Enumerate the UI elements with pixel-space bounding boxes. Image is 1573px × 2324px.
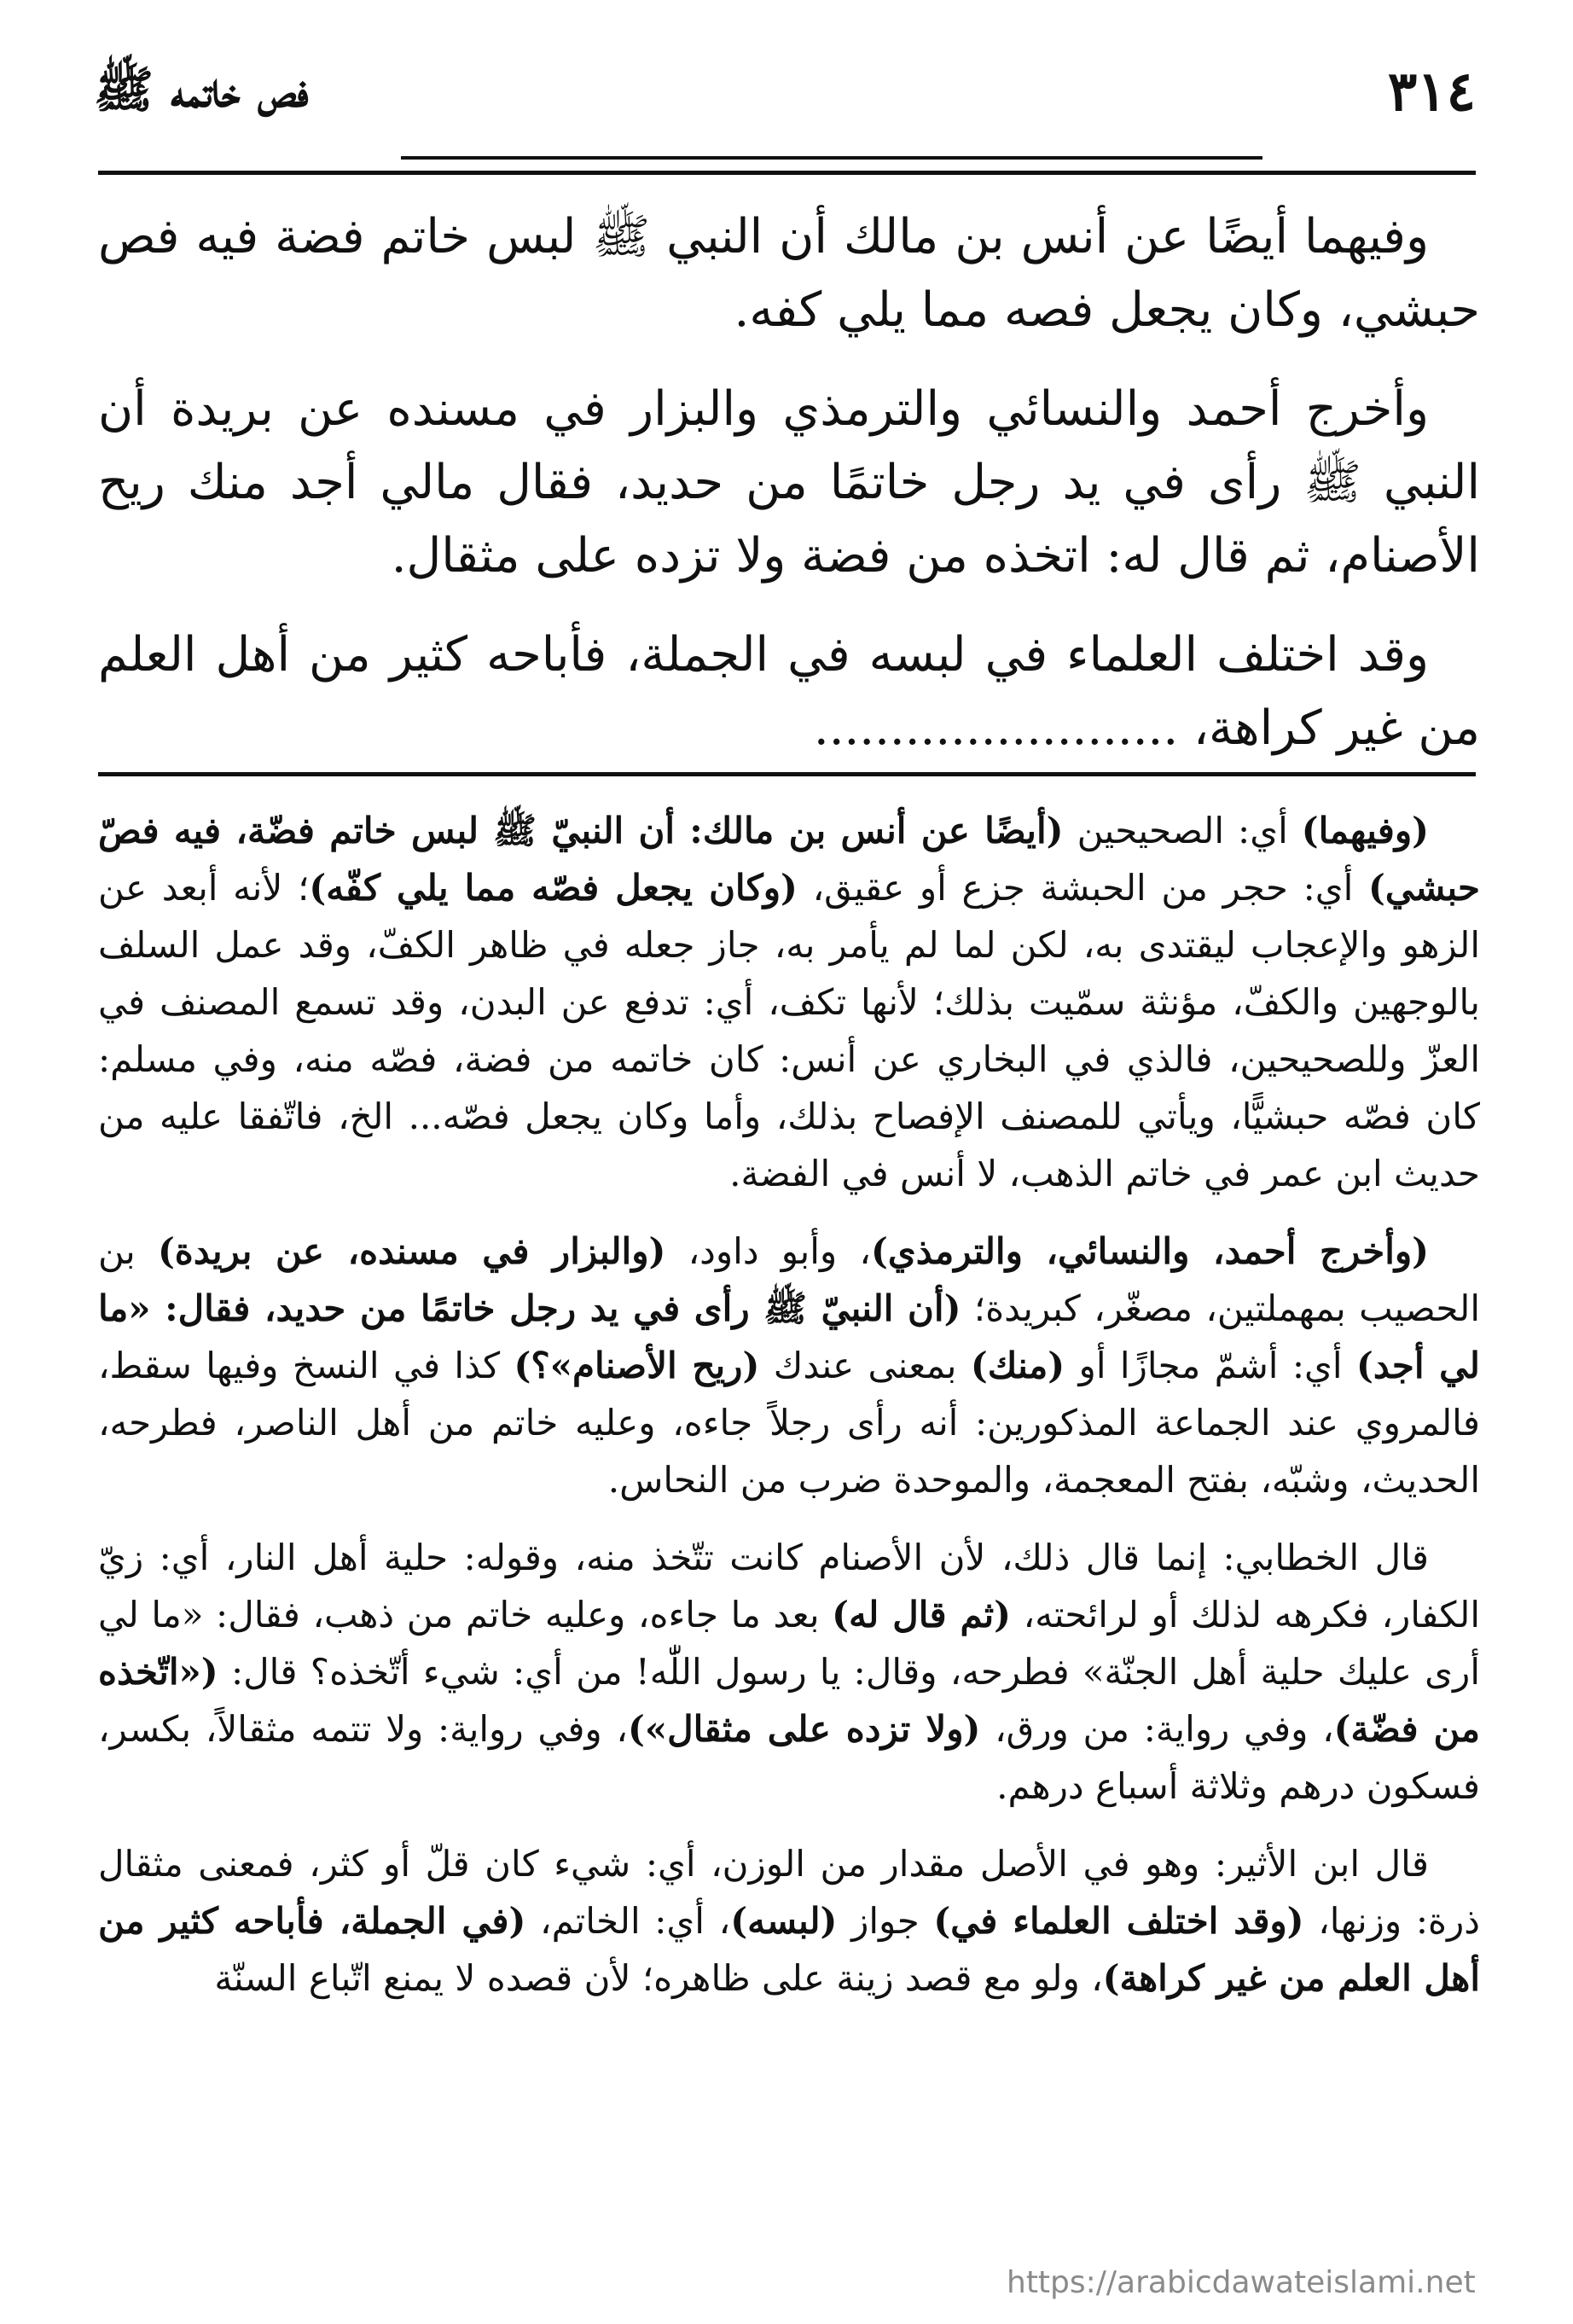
quoted-text-segment: (أن النبيّ ﷺ رأى في يد رجل خاتمًا من حديد، فقال: «ما لي أجد) xyxy=(98,1287,1480,1386)
quoted-text-segment: («اتّخذه من فضّة) xyxy=(98,1651,1480,1750)
header-rule xyxy=(98,171,1476,175)
main-paragraph-1: وفيهما أيضًا عن أنس بن مالك أن النبي ﷺ لبس خاتم فضة فيه فص حبشي، وكان يجعل فصه مما يلي كفه. xyxy=(98,209,1480,338)
quoted-text-segment: (والبزار في مسنده، عن بريدة) xyxy=(157,1230,666,1272)
commentary-text-segment: بن الحصيب بمهملتين، مصغّر، كبريدة؛ xyxy=(98,1230,1480,1329)
commentary-text-segment: ، ولو مع قصد زينة على ظاهره؛ لأن قصده لا يمنع اتّباع السنّة xyxy=(214,1957,1103,1999)
main-paragraph-2: وأخرج أحمد والنسائي والترمذي والبزار في مسنده عن بريدة أن النبي ﷺ رأى في يد رجل خاتمًا من حديد، فقال مالي أجد منك ريح الأصنام، ثم قال له: اتخذه من فضة ولا تزده على مثقال. xyxy=(98,381,1480,584)
text-commentary-divider xyxy=(98,772,1476,776)
continuation-dots: ........................ xyxy=(813,700,1179,756)
header-rule-short xyxy=(401,156,1262,160)
quoted-text-segment: (وكان يجعل فصّه مما يلي كفّه) xyxy=(309,867,798,909)
commentary-paragraph-2 xyxy=(98,1223,1480,1508)
commentary-text-segment: قال ابن الأثير: وهو في الأصل مقدار من الوزن، أي: شيء كان قلّ أو كثر، فمعنى مثقال ذرة: وزنها، xyxy=(98,1843,1481,1942)
quoted-text-segment: (وأخرج أحمد، والنسائي، والترمذي) xyxy=(870,1230,1430,1272)
commentary xyxy=(98,802,1480,2027)
main-paragraph-3 xyxy=(98,619,1480,765)
commentary-text-segment: بمعنى عندك xyxy=(759,1345,971,1386)
main-paragraph-3-text: وقد اختلف العلماء في لبسه في الجملة، فأباحه كثير من أهل العلم من غير كراهة، xyxy=(98,627,1480,756)
quoted-text-segment: (ثم قال له) xyxy=(832,1594,1012,1636)
commentary-text-segment: قال الخطابي: إنما قال ذلك، لأن الأصنام كانت تتّخذ منه، وقوله: حلية أهل النار، أي: زيّ الكفار، فكرهه لذلك أو لرائحته، xyxy=(98,1537,1480,1636)
commentary-paragraph-1 xyxy=(98,802,1480,1202)
watermark-url: https://arabicdawateislami.net xyxy=(1007,2265,1476,2300)
running-title: فص خاتمه ﷺ xyxy=(94,61,309,119)
commentary-text-segment: جواز xyxy=(837,1900,934,1942)
commentary-text-segment: ، وأبو داود، xyxy=(665,1230,871,1272)
commentary-text-segment: أي: أشمّ مجازًا أو xyxy=(1065,1345,1356,1386)
commentary-text-segment: أي: الصحيحين xyxy=(1063,810,1302,851)
commentary-text-segment: كذا في النسخ وفيها سقط، فالمروي عند الجماعة المذكورين: أنه رأى رجلاً جاءه، وعليه خاتم من أهل الناصر، فطرحه، الحديث، وشبّه، بفتح المعجمة، والموحدة ضرب من النحاس. xyxy=(98,1345,1480,1501)
quoted-text-segment: (لبسه) xyxy=(730,1900,838,1942)
main-text xyxy=(98,200,1480,791)
page-header xyxy=(94,51,1476,154)
quoted-text-segment: (ولا تزده على مثقال») xyxy=(627,1708,981,1750)
quoted-text-segment: (أيضًا عن أنس بن مالك: أن النبيّ ﷺ لبس خاتم فضّة، فيه فصّ حبشي) xyxy=(98,810,1480,909)
commentary-text-segment: ؛ لأنه أبعد عن الزهو والإعجاب ليقتدى به، لكن لما لم يأمر به، جاز جعله في ظاهر الكفّ، وقد عمل السلف بالوجهين والكفّ، مؤنثة سمّيت بذلك؛ لأنها تكف، أي: تدفع عن البدن، وقد تسمع المصنف في العزّ وللصحيحين، فالذي في البخاري عن أنس: كان خاتمه من فضة، فصّه منه، وفي مسلم: كان فصّه حبشيًّا، ويأتي للمصنف الإفصاح بذلك، وأما وكان يجعل فصّه... الخ، فاتّفقا عليه من حديث ابن عمر في خاتم الذهب، لا أنس في الفضة. xyxy=(98,867,1480,1194)
commentary-text-segment: ، وفي رواية: من ورق، xyxy=(980,1708,1334,1750)
page-number: ٣١٤ xyxy=(1387,60,1476,124)
commentary-text-segment: أي: حجر من الحبشة جزع أو عقيق، xyxy=(797,867,1369,909)
quoted-text-segment: (في الجملة، فأباحه كثير من أهل العلم من غير كراهة) xyxy=(98,1900,1480,1999)
quoted-text-segment: (ريح الأصنام»؟) xyxy=(514,1345,760,1386)
commentary-text-segment: ، وفي رواية: ولا تتمه مثقالاً، بكسر، فسكون درهم وثلاثة أسباع درهم. xyxy=(98,1708,1480,1807)
commentary-text-segment: بعد ما جاءه، وعليه خاتم من ذهب، فقال: «ما لي أرى عليك حلية أهل الجنّة» فطرحه، وقال: يا رسول اللّٰه! من أي: شيء أتّخذه؟ قال: xyxy=(98,1594,1480,1693)
commentary-paragraph-3 xyxy=(98,1529,1480,1815)
quoted-text-segment: (منك) xyxy=(970,1345,1065,1386)
commentary-paragraph-4 xyxy=(98,1835,1480,2007)
commentary-text-segment: ، أي: الخاتم، xyxy=(525,1900,731,1942)
quoted-text-segment: (وقد اختلف العلماء في) xyxy=(933,1900,1304,1942)
quoted-text-segment: (وفيهما) xyxy=(1301,810,1429,851)
